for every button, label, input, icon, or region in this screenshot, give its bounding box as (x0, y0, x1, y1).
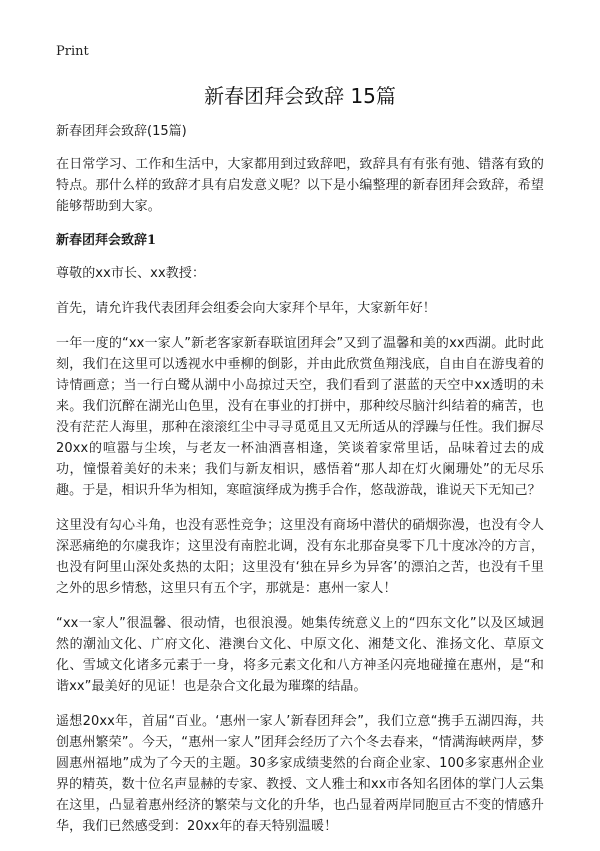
intro-paragraph: 在日常学习、工作和生活中，大家都用到过致辞吧，致辞具有有张有弛、错落有致的特点。那什么样的致辞才具有启发意义呢？以下是小编整理的新春团拜会致辞，希望能够帮助到大家。 (56, 157, 544, 214)
document-title: 新春团拜会致辞 15篇 (204, 84, 396, 108)
body-paragraph-1: 一年一度的“xx一家人”新老客家新春联谊团拜会”又到了温馨和美的xx西湖。此时此刻，我们在这里可以透视水中垂柳的倒影，并由此欣赏鱼翔浅底，自由自在游曳着的诗情画意；当一行白鹭从湖中小岛掠过天空，我们看到了湛蓝的天空中xx透明的未来。我们沉醉在湖光山色里，没有在事业的打拼中，那种绞尽脑汁纠结着的痛苦，也没有茫茫人海里，那种在滚滚红尘中寻寻觅觅且又无所适从的浮躁与任性。我们摒尽20xx的喧嚣与尘埃，与老友一杯油酒喜相逢，笑谈着家常里话，品味着过去的成功，憧憬着美好的未来；我们与新友相识，感悟着“那人却在灯火阑珊处”的无尽乐趣。于是，相识升华为相知，寒暄演绎成为携手合作，悠哉游哉，谁说天下无知己？ (56, 336, 544, 498)
body-paragraph-3: “xx一家人”很温馨、很动情，也很浪漫。她集传统意义上的“四东文化”以及区域迥然的潮汕文化、广府文化、港澳台文化、中原文化、湘楚文化、淮扬文化、草原文化、雪域文化诸多元素于一身，将多元素文化和八方神圣闪亮地碰撞在惠州，是“和谐xx”最美好的见证！也是杂合文化最为璀璨的结晶。 (56, 616, 544, 694)
print-link[interactable]: Print (56, 44, 89, 59)
section-heading: 新春团拜会致辞1 (56, 233, 157, 248)
greeting-paragraph: 首先，请允许我代表团拜会组委会向大家拜个早年，大家新年好！ (56, 301, 436, 316)
salutation-paragraph: 尊敬的xx市长、xx教授： (56, 266, 206, 281)
document-subtitle: 新春团拜会致辞(15篇) (56, 124, 187, 139)
body-paragraph-2: 这里没有勾心斗角，也没有恶性竞争；这里没有商场中潜伏的硝烟弥漫，也没有令人深恶痛绝的尔虞我诈；这里没有南腔北调，没有东北那奋臭零下几十度冰冷的方言，也没有阿里山深处炙热的太阳；这里没有‘独在异乡为异客’的漂泊之苦，也没有千里之外的思乡情愁，这里只有五个字，那就是：惠州一家人！ (56, 518, 544, 596)
document-body (56, 122, 544, 851)
body-paragraph-4: 遥想20xx年，首届“百业。‘惠州一家人’新春团拜会”，我们立意“携手五湖四海，共创惠州繁荣”。今天，“惠州一家人”团拜会经历了六个冬去春来，“情满海峡两岸，梦圆惠州福地”成为了今天的主题。30多家成绩斐然的台商企业家、100多家惠州企业界的精英，数十位名声显赫的专家、教授、文人雅士和xx市各知名团体的掌门人云集在这里，凸显着惠州经济的繁荣与文化的升华，也凸显着两岸同胞亘古不变的情感升华，我们已然感受到：20xx年的春天特别温暖！ (56, 714, 544, 834)
